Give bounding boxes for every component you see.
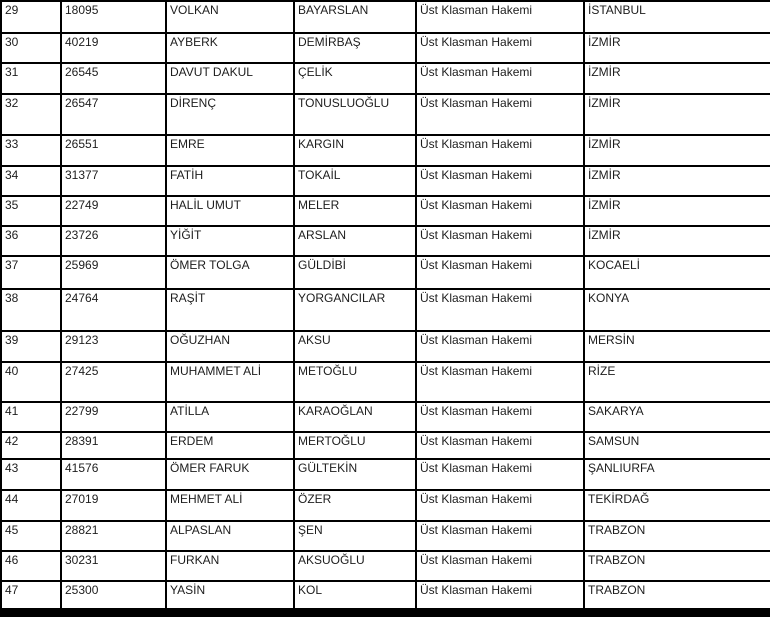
cell-city: KOCAELİ <box>584 256 770 289</box>
cell-first-name: ERDEM <box>166 432 294 459</box>
cell-license-number: 23726 <box>61 226 166 256</box>
cell-row-number: 47 <box>1 581 61 609</box>
table-row <box>1 521 770 551</box>
table-row <box>1 196 770 226</box>
cell-row-number: 29 <box>1 1 61 33</box>
cell-title: Üst Klasman Hakemi <box>416 63 584 94</box>
cell-city: İZMİR <box>584 63 770 94</box>
table-row <box>1 94 770 135</box>
cell-row-number: 35 <box>1 196 61 226</box>
cell-first-name: VOLKAN <box>166 1 294 33</box>
cell-city: İSTANBUL <box>584 1 770 33</box>
cell-first-name: ALPASLAN <box>166 521 294 551</box>
cell-license-number: 25300 <box>61 581 166 609</box>
cell-city: İZMİR <box>584 94 770 135</box>
cell-first-name: YİĞİT <box>166 226 294 256</box>
cell-last-name: GÜLTEKİN <box>294 459 416 490</box>
cell-first-name: ÖMER FARUK <box>166 459 294 490</box>
cell-license-number: 27425 <box>61 362 166 402</box>
cell-city: MERSİN <box>584 331 770 362</box>
cell-row-number: 45 <box>1 521 61 551</box>
cell-title: Üst Klasman Hakemi <box>416 362 584 402</box>
cell-last-name: TONUSLUOĞLU <box>294 94 416 135</box>
cell-city: TEKİRDAĞ <box>584 490 770 521</box>
cell-first-name: ÖMER TOLGA <box>166 256 294 289</box>
cell-last-name: TOKAİL <box>294 166 416 196</box>
table-row <box>1 551 770 581</box>
table-row <box>1 581 770 609</box>
table-row <box>1 63 770 94</box>
cell-row-number: 42 <box>1 432 61 459</box>
cell-first-name: DAVUT DAKUL <box>166 63 294 94</box>
cell-city: SAKARYA <box>584 402 770 432</box>
cell-city: İZMİR <box>584 135 770 166</box>
cell-license-number: 22799 <box>61 402 166 432</box>
cell-row-number: 46 <box>1 551 61 581</box>
cell-license-number: 26547 <box>61 94 166 135</box>
cell-first-name: FATİH <box>166 166 294 196</box>
cell-last-name: ARSLAN <box>294 226 416 256</box>
cell-last-name: MELER <box>294 196 416 226</box>
cell-first-name: YASİN <box>166 581 294 609</box>
cell-title: Üst Klasman Hakemi <box>416 196 584 226</box>
cell-city: ŞANLIURFA <box>584 459 770 490</box>
cell-last-name: YORGANCILAR <box>294 289 416 331</box>
cell-last-name: ÇELİK <box>294 63 416 94</box>
cell-first-name: DİRENÇ <box>166 94 294 135</box>
cell-first-name: OĞUZHAN <box>166 331 294 362</box>
cell-city: SAMSUN <box>584 432 770 459</box>
table-row <box>1 256 770 289</box>
cell-last-name: BAYARSLAN <box>294 1 416 33</box>
table-row <box>1 135 770 166</box>
cell-last-name: METOĞLU <box>294 362 416 402</box>
cell-title: Üst Klasman Hakemi <box>416 331 584 362</box>
table-row <box>1 166 770 196</box>
cell-title: Üst Klasman Hakemi <box>416 166 584 196</box>
table-row <box>1 1 770 33</box>
cell-license-number: 18095 <box>61 1 166 33</box>
cell-city: RİZE <box>584 362 770 402</box>
table-row <box>1 362 770 402</box>
cell-last-name: GÜLDİBİ <box>294 256 416 289</box>
cell-license-number: 30231 <box>61 551 166 581</box>
cell-title: Üst Klasman Hakemi <box>416 581 584 609</box>
cell-city: KONYA <box>584 289 770 331</box>
cell-row-number: 44 <box>1 490 61 521</box>
cell-title: Üst Klasman Hakemi <box>416 94 584 135</box>
cell-city: İZMİR <box>584 33 770 63</box>
referee-table-body <box>1 1 770 609</box>
cell-last-name: MERTOĞLU <box>294 432 416 459</box>
cell-last-name: KOL <box>294 581 416 609</box>
cell-first-name: ATİLLA <box>166 402 294 432</box>
cell-row-number: 40 <box>1 362 61 402</box>
table-row <box>1 490 770 521</box>
cell-license-number: 26545 <box>61 63 166 94</box>
cell-title: Üst Klasman Hakemi <box>416 256 584 289</box>
cell-license-number: 26551 <box>61 135 166 166</box>
cell-license-number: 28391 <box>61 432 166 459</box>
table-bottom-bar <box>0 610 770 617</box>
cell-license-number: 22749 <box>61 196 166 226</box>
cell-license-number: 24764 <box>61 289 166 331</box>
cell-row-number: 39 <box>1 331 61 362</box>
cell-row-number: 31 <box>1 63 61 94</box>
cell-title: Üst Klasman Hakemi <box>416 490 584 521</box>
cell-row-number: 41 <box>1 402 61 432</box>
cell-city: TRABZON <box>584 581 770 609</box>
cell-title: Üst Klasman Hakemi <box>416 33 584 63</box>
cell-row-number: 37 <box>1 256 61 289</box>
table-row <box>1 402 770 432</box>
cell-row-number: 43 <box>1 459 61 490</box>
table-row <box>1 33 770 63</box>
cell-first-name: MUHAMMET ALİ <box>166 362 294 402</box>
cell-title: Üst Klasman Hakemi <box>416 289 584 331</box>
cell-city: İZMİR <box>584 196 770 226</box>
cell-license-number: 31377 <box>61 166 166 196</box>
cell-license-number: 25969 <box>61 256 166 289</box>
table-row <box>1 289 770 331</box>
cell-last-name: AKSUOĞLU <box>294 551 416 581</box>
cell-row-number: 30 <box>1 33 61 63</box>
cell-last-name: AKSU <box>294 331 416 362</box>
cell-title: Üst Klasman Hakemi <box>416 226 584 256</box>
cell-city: İZMİR <box>584 166 770 196</box>
cell-title: Üst Klasman Hakemi <box>416 402 584 432</box>
cell-first-name: MEHMET ALİ <box>166 490 294 521</box>
cell-city: İZMİR <box>584 226 770 256</box>
cell-first-name: HALİL UMUT <box>166 196 294 226</box>
cell-first-name: FURKAN <box>166 551 294 581</box>
cell-title: Üst Klasman Hakemi <box>416 135 584 166</box>
cell-row-number: 32 <box>1 94 61 135</box>
cell-last-name: ŞEN <box>294 521 416 551</box>
cell-row-number: 36 <box>1 226 61 256</box>
cell-row-number: 38 <box>1 289 61 331</box>
table-row <box>1 226 770 256</box>
table-row <box>1 331 770 362</box>
cell-title: Üst Klasman Hakemi <box>416 459 584 490</box>
cell-row-number: 34 <box>1 166 61 196</box>
cell-last-name: ÖZER <box>294 490 416 521</box>
cell-city: TRABZON <box>584 551 770 581</box>
cell-city: TRABZON <box>584 521 770 551</box>
cell-title: Üst Klasman Hakemi <box>416 1 584 33</box>
cell-title: Üst Klasman Hakemi <box>416 432 584 459</box>
cell-first-name: AYBERK <box>166 33 294 63</box>
cell-license-number: 29123 <box>61 331 166 362</box>
cell-license-number: 27019 <box>61 490 166 521</box>
cell-first-name: EMRE <box>166 135 294 166</box>
cell-last-name: KARAOĞLAN <box>294 402 416 432</box>
cell-title: Üst Klasman Hakemi <box>416 521 584 551</box>
cell-title: Üst Klasman Hakemi <box>416 551 584 581</box>
table-row <box>1 432 770 459</box>
cell-last-name: DEMİRBAŞ <box>294 33 416 63</box>
cell-license-number: 40219 <box>61 33 166 63</box>
table-row <box>1 459 770 490</box>
cell-row-number: 33 <box>1 135 61 166</box>
cell-first-name: RAŞİT <box>166 289 294 331</box>
cell-license-number: 41576 <box>61 459 166 490</box>
cell-last-name: KARGIN <box>294 135 416 166</box>
cell-license-number: 28821 <box>61 521 166 551</box>
